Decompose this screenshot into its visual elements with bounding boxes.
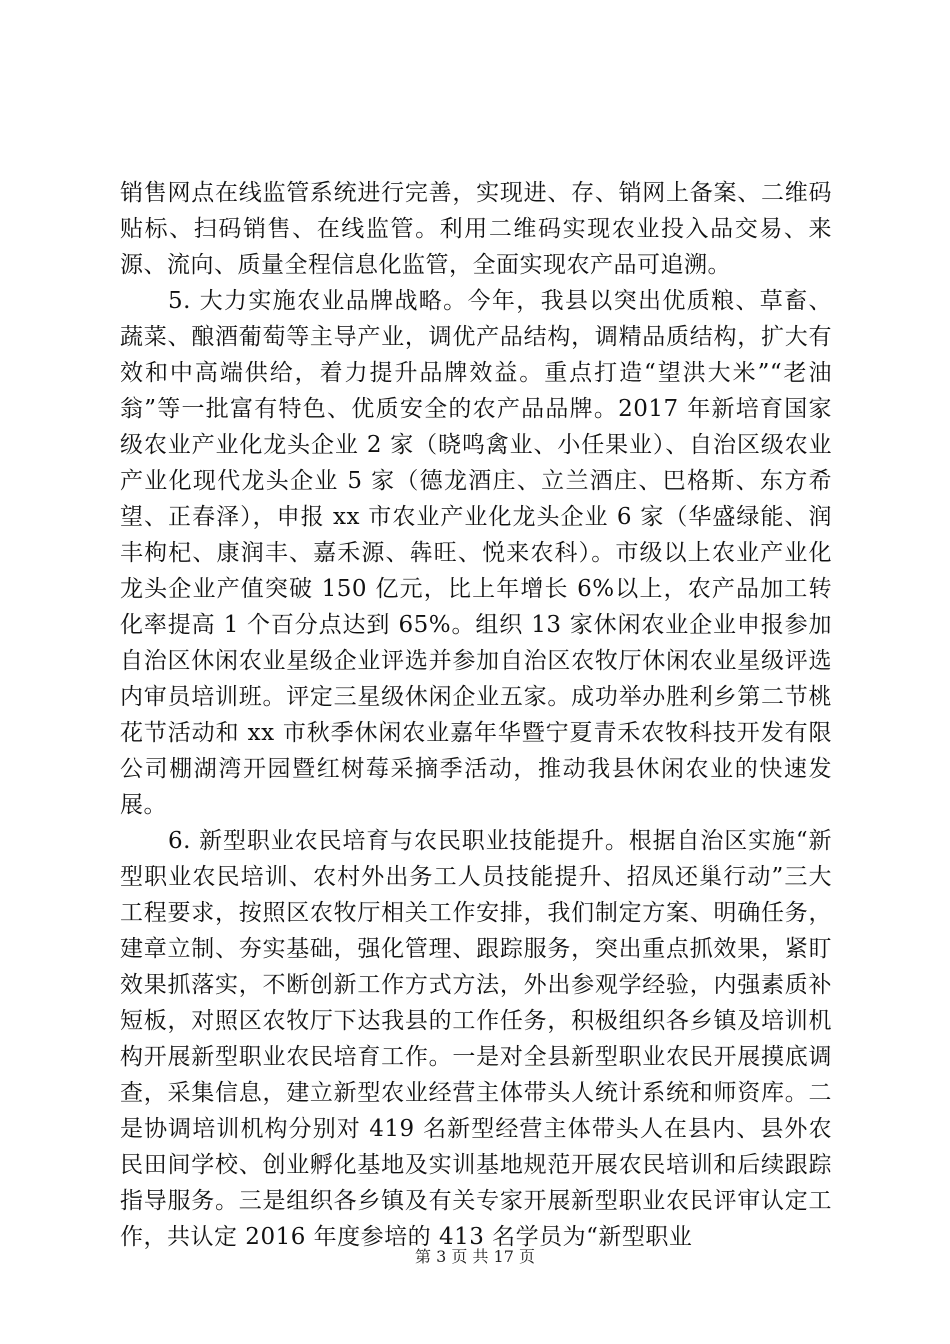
body-text — [120, 175, 832, 1255]
paragraph-2: 5. 大力实施农业品牌战略。今年，我县以突出优质粮、草畜、蔬菜、酿酒葡萄等主导产业，调优产品结构，调精品质结构，扩大有效和中高端供给，着力提升品牌效益。重点打造“望洪大米”“老油翁”等一批富有特色、优质安全的农产品品牌。2017 年新培育国家级农业产业化龙头企业 2 家（晓鸣禽业、小任果业）、自治区级农业产业化现代龙头企业 5 家（德龙酒庄、立兰酒庄、巴格斯、东方希望、正春泽），申报 xx 市农业产业化龙头企业 6 家（华盛绿能、润丰枸杞、康润丰、嘉禾源、犇旺、悦来农科）。市级以上农业产业化龙头企业产值突破 150 亿元，比上年增长 6%以上，农产品加工转化率提高 1 个百分点达到 65%。组织 13 家休闲农业企业申报参加自治区休闲农业星级企业评选并参加自治区农牧厅休闲农业星级评选内审员培训班。评定三星级休闲企业五家。成功举办胜利乡第二节桃花节活动和 xx 市秋季休闲农业嘉年华暨宁夏青禾农牧科技开发有限公司棚湖湾开园暨红树莓采摘季活动，推动我县休闲农业的快速发展。 — [120, 288, 832, 818]
page-footer: 第 3 页 共 17 页 — [415, 1247, 535, 1266]
paragraph-1: 销售网点在线监管系统进行完善，实现进、存、销网上备案、二维码贴标、扫码销售、在线监管。利用二维码实现农业投入品交易、来源、流向、质量全程信息化监管，全面实现农产品可追溯。 — [120, 180, 832, 278]
paragraph-3: 6. 新型职业农民培育与农民职业技能提升。根据自治区实施“新型职业农民培训、农村外出务工人员技能提升、招凤还巢行动”三大工程要求，按照区农牧厅相关工作安排，我们制定方案、明确任务，建章立制、夯实基础，强化管理、跟踪服务，突出重点抓效果，紧盯效果抓落实，不断创新工作方式方法，外出参观学经验，内强素质补短板，对照区农牧厅下达我县的工作任务，积极组织各乡镇及培训机构开展新型职业农民培育工作。一是对全县新型职业农民开展摸底调查，采集信息，建立新型农业经营主体带头人统计系统和师资库。二是协调培训机构分别对 419 名新型经营主体带头人在县内、县外农民田间学校、创业孵化基地及实训基地规范开展农民培训和后续跟踪指导服务。三是组织各乡镇及有关专家开展新型职业农民评审认定工作，共认定 2016 年度参培的 413 名学员为“新型职业 — [120, 828, 832, 1250]
